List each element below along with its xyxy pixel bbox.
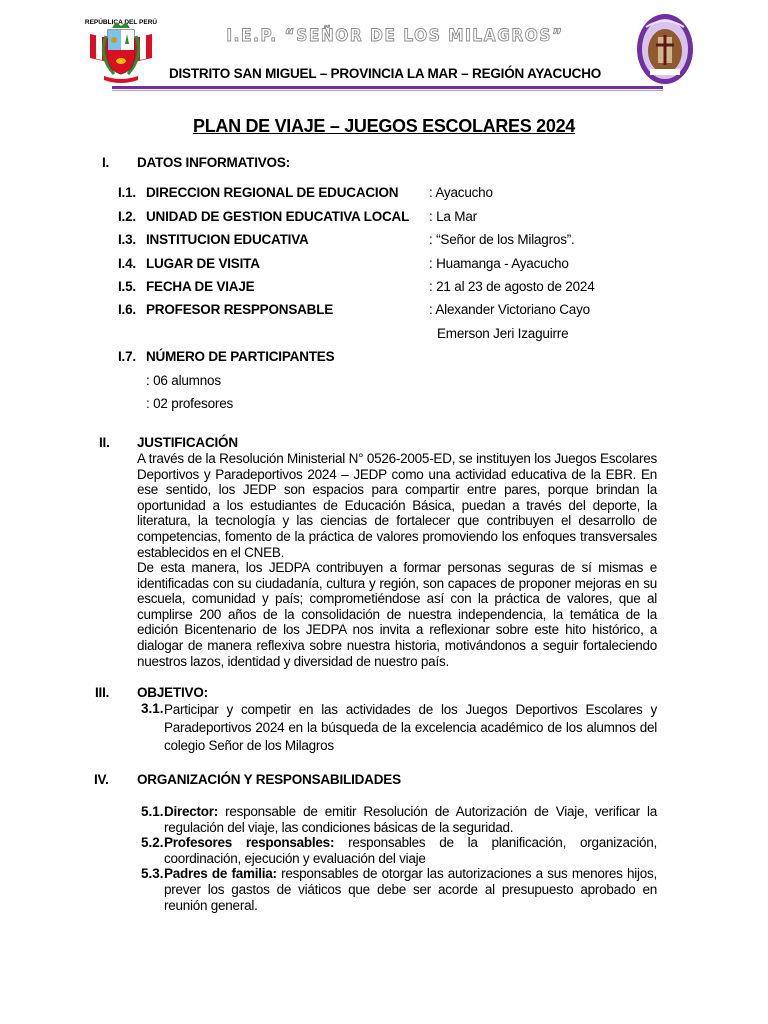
- extra-teacher: Emerson Jeri Izaguirre: [437, 326, 569, 341]
- responsibility-number: 5.2.: [141, 835, 164, 850]
- row-value: : 21 al 23 de agosto de 2024: [429, 279, 595, 294]
- responsibility-number: 5.3.: [141, 866, 164, 881]
- section-3-number: III.: [95, 685, 110, 700]
- header-divider: [112, 86, 663, 89]
- row-number: I.2.: [118, 209, 136, 224]
- participants-teachers: : 02 profesores: [146, 396, 234, 411]
- section-1-number: I.: [102, 155, 110, 170]
- school-name: I.E.P. “SEÑOR DE LOS MILAGROS”: [226, 26, 564, 46]
- responsibility-label: Profesores responsables:: [164, 835, 335, 850]
- section-4-heading: ORGANIZACIÓN Y RESPONSABILIDADES: [137, 772, 401, 787]
- objective-text: Participar y competir en las actividades de los Juegos Deportivos Escolares y Paradeportivos 2024 en la búsqueda de la excelencia académico de los alumnos del colegio Señor de los Milagros: [164, 702, 657, 753]
- responsibility-item: [164, 804, 657, 836]
- row-value: : Ayacucho: [429, 185, 493, 200]
- responsibility-label: Director:: [164, 804, 219, 819]
- row-label: PROFESOR RESPPONSABLE: [146, 302, 334, 317]
- section-1-heading: DATOS INFORMATIVOS:: [137, 155, 290, 170]
- row-number: I.4.: [118, 256, 136, 271]
- row-label: LUGAR DE VISITA: [146, 256, 260, 271]
- peru-coat-of-arms-icon: [84, 16, 158, 86]
- justification-paragraph-1: A través de la Resolución Ministerial N° 0526-2005-ED, se instituyen los Juegos Escolares Deportivos y Paradeportivos 2024 – JEDP como una actividad educativa de la EBR. En ese sentido, los JEDP son espacios para compartir entre pares, porque brindan la oportunidad a los estudiantes de Educación Básica, puedan a través del deporte, la literatura, la tecnología y las ciencias de fortalecer que contribuyen el desarrollo de competencias, fomento de la práctica de valores promoviendo los enfoques transversales establecidos en el CNEB.: [137, 451, 657, 560]
- header-divider-shadow: [112, 90, 663, 91]
- row-number: I.3.: [118, 232, 136, 247]
- section-4-number: IV.: [94, 772, 109, 787]
- row-label: UNIDAD DE GESTION EDUCATIVA LOCAL: [146, 209, 410, 224]
- participants-number: I.7.: [118, 349, 136, 364]
- row-value: : Huamanga - Ayacucho: [429, 256, 569, 271]
- responsibility-text: responsables de otorgar las autorizaciones a sus menores hijos, prever los gastos de viáticos que debe ser acorde al presupuesto aprobado en reunión general.: [164, 866, 657, 913]
- row-label: DIRECCION REGIONAL DE EDUCACION: [146, 185, 399, 200]
- objective-number: 3.1.: [141, 701, 164, 716]
- row-value: : “Señor de los Milagros”.: [429, 232, 575, 247]
- document-title: PLAN DE VIAJE – JUEGOS ESCOLARES 2024: [192, 116, 576, 136]
- responsibility-text: responsables de la planificación, organización, coordinación, ejecución y evaluación del viaje: [164, 835, 657, 866]
- row-label: INSTITUCION EDUCATIVA: [146, 232, 309, 247]
- row-number: I.5.: [118, 279, 136, 294]
- row-label: FECHA DE VIAJE: [146, 279, 255, 294]
- school-crest-icon: [636, 13, 694, 85]
- row-value: : La Mar: [429, 209, 477, 224]
- section-2-heading: JUSTIFICACIÓN: [137, 435, 238, 450]
- emblem-caption: REPÚBLICA DEL PERÚ: [84, 19, 158, 26]
- responsibility-text: responsable de emitir Resolución de Autorización de Viaje, verificar la regulación del viaje, las condiciones básicas de la seguridad.: [164, 804, 657, 835]
- responsibility-item: [164, 835, 657, 867]
- row-value: : Alexander Victoriano Cayo: [429, 302, 590, 317]
- section-2-number: II.: [99, 435, 110, 450]
- section-3-heading: OBJETIVO:: [137, 685, 208, 700]
- responsibility-label: Padres de familia:: [164, 866, 277, 881]
- responsibility-item: [164, 866, 657, 913]
- responsibility-number: 5.1.: [141, 804, 164, 819]
- justification-paragraph-2: De esta manera, los JEDPA contribuyen a formar personas seguras de sí mismas e identificadas con su ciudadanía, cultura y región, son capaces de proponer mejoras en su escuela, comunidad y país; comprometiéndose así con la práctica de valores, que al cumplirse 200 años de la consolidación de nuestra independencia, la temática de la edición Bicentenario de los JEDPA nos invita a reflexionar sobre este hito histórico, a dialogar de manera reflexiva sobre nuestra historia, motivándonos a seguir fortaleciendo nuestros lazos, identidad y diversidad de nuestro país.: [137, 560, 657, 669]
- participants-label: NÚMERO DE PARTICIPANTES: [146, 349, 335, 364]
- participants-students: : 06 alumnos: [146, 373, 221, 388]
- row-number: I.1.: [118, 185, 136, 200]
- row-number: I.6.: [118, 302, 136, 317]
- district-line: DISTRITO SAN MIGUEL – PROVINCIA LA MAR – REGIÓN AYACUCHO: [168, 66, 602, 81]
